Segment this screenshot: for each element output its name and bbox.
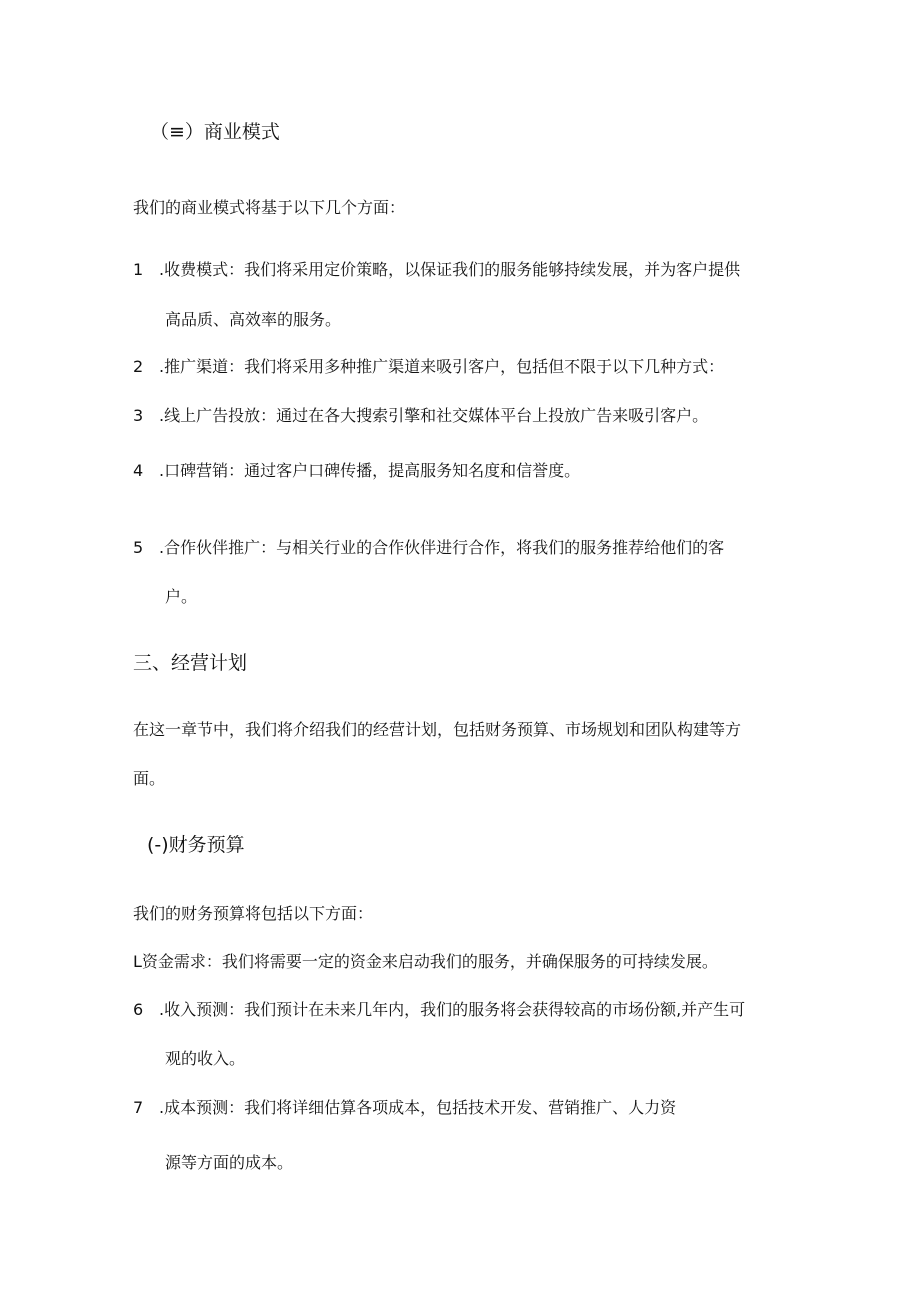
list-item-text: .合作伙伴推广：与相关行业的合作伙伴进行合作，将我们的服务推荐给他们的客 bbox=[159, 538, 725, 557]
list-item-2 bbox=[133, 356, 724, 378]
section-heading-operations: 三、经营计划 bbox=[133, 652, 248, 674]
list-item-1 bbox=[133, 259, 740, 281]
section-heading-business-model: （≡）商业模式 bbox=[150, 121, 280, 143]
list-item-text: .推广渠道：我们将采用多种推广渠道来吸引客户，包括但不限于以下几种方式： bbox=[159, 357, 725, 376]
list-item-4 bbox=[133, 460, 580, 482]
list-number: 4 bbox=[133, 461, 144, 480]
list-item-text: .收费模式：我们将采用定价策略，以保证我们的服务能够持续发展，并为客户提供 bbox=[159, 260, 741, 279]
list-number: 2 bbox=[133, 357, 144, 376]
list-item-text: .口碑营销：通过客户口碑传播，提高服务知名度和信誉度。 bbox=[159, 461, 581, 480]
list-number: 1 bbox=[133, 260, 144, 279]
list-item-7 bbox=[133, 1097, 676, 1119]
list-item-text: .收入预测：我们预计在未来几年内，我们的服务将会获得较高的市场份额,并产生可 bbox=[159, 1000, 746, 1019]
list-number: 7 bbox=[133, 1098, 144, 1117]
list-item-funding: L资金需求：我们将需要一定的资金来启动我们的服务，并确保服务的可持续发展。 bbox=[133, 952, 718, 971]
list-item-7-continuation: 源等方面的成本。 bbox=[165, 1153, 294, 1172]
list-item-6-continuation: 观的收入。 bbox=[165, 1049, 246, 1068]
list-item-5-continuation: 户。 bbox=[165, 587, 198, 606]
section-heading-budget: (-)财务预算 bbox=[147, 834, 245, 856]
list-item-text: .成本预测：我们将详细估算各项成本，包括技术开发、营销推广、人力资 bbox=[159, 1098, 677, 1117]
list-item-text: .线上广告投放：通过在各大搜索引擎和社交媒体平台上投放广告来吸引客户。 bbox=[159, 406, 709, 425]
para-operations-line1: 在这一章节中，我们将介绍我们的经营计划，包括财务预算、市场规划和团队构建等方 bbox=[133, 720, 742, 739]
list-item-5 bbox=[133, 537, 724, 559]
list-number: 3 bbox=[133, 406, 144, 425]
list-number: 5 bbox=[133, 538, 144, 557]
para-operations-line2: 面。 bbox=[133, 769, 166, 788]
intro-budget: 我们的财务预算将包括以下方面： bbox=[133, 904, 374, 923]
list-item-6 bbox=[133, 999, 745, 1021]
list-item-3 bbox=[133, 405, 708, 427]
list-number: 6 bbox=[133, 1000, 144, 1019]
intro-business-model: 我们的商业模式将基于以下几个方面： bbox=[133, 198, 406, 217]
list-item-1-continuation: 高品质、高效率的服务。 bbox=[165, 310, 342, 329]
